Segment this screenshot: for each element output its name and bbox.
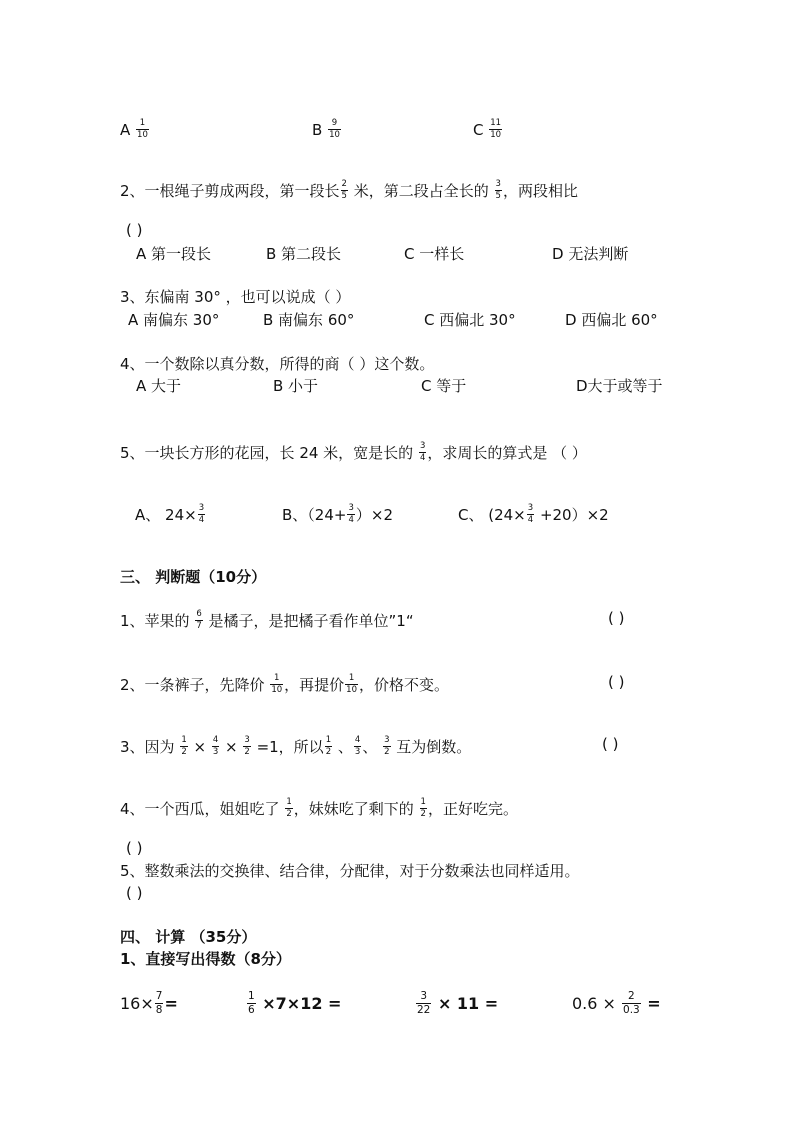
judge-item-3: 3、因为 $\frac{1}{2}$ × $\frac{4}{3}$ × $\frac{3}{2}$ =1，所以 $\frac{1}{2}$ 、 $\frac{4}{3}$ 、 $\frac{3}{2}$ 互为倒数。: [120, 735, 472, 757]
fraction: $\frac{2}{0.3}$: [623, 990, 640, 1017]
fraction: $\frac{3}{2}$: [384, 735, 390, 757]
fraction: $\frac{3}{4}$: [419, 441, 426, 463]
mc4-option-d: D大于或等于: [576, 377, 663, 395]
mc-question-4: 4、一个数除以真分数，所得的商（ ）这个数。: [120, 355, 435, 373]
mc3-option-b: B 南偏东 60°: [263, 311, 355, 329]
mc-question-2: 2、一根绳子剪成两段，第一段长 $\frac{2}{5}$ 米，第二段占全长的 $\frac{3}{5}$ ，两段相比: [120, 179, 578, 201]
fraction: $\frac{1}{2}$: [325, 735, 332, 757]
q1-option-a: A $\frac{1}{10}$: [120, 118, 148, 140]
mc2-option-a: A 第一段长: [136, 245, 212, 263]
fraction: $\frac{1}{2}$: [181, 735, 187, 757]
q1-option-c: C $\frac{11}{10}$: [473, 118, 502, 140]
fraction: $\frac{11}{10}$: [490, 118, 502, 140]
fraction: $\frac{1}{2}$: [420, 797, 426, 819]
mc2-option-c: C 一样长: [404, 245, 465, 263]
fraction: $\frac{9}{10}$: [329, 118, 340, 140]
answer-paren: ( ): [126, 884, 143, 902]
fraction: $\frac{1}{10}$: [271, 673, 283, 695]
mc2-option-b: B 第二段长: [266, 245, 342, 263]
fraction: $\frac{2}{5}$: [341, 179, 347, 201]
mc4-option-b: B 小于: [273, 377, 319, 395]
fraction: $\frac{3}{2}$: [244, 735, 250, 757]
calc-expression-4: 0.6 × $\frac{2}{0.3}$ =: [572, 990, 661, 1017]
judge-item-5: 5、整数乘法的交换律、结合律，分配律，对于分数乘法也同样适用。: [120, 862, 580, 880]
fraction: $\frac{3}{4}$: [198, 503, 205, 525]
judge-item-1: 1、苹果的 $\frac{6}{7}$ 是橘子，是把橘子看作单位”1“: [120, 609, 414, 631]
answer-paren: ( ): [608, 609, 625, 627]
fraction: $\frac{4}{3}$: [354, 735, 361, 757]
mc4-option-c: C 等于: [421, 377, 467, 395]
fraction: $\frac{3}{5}$: [495, 179, 501, 201]
subsection-heading: 1、直接写出得数（8分）: [120, 950, 291, 968]
fraction: $\frac{3}{4}$: [527, 503, 534, 525]
mc5-option-a: A、 24× $\frac{3}{4}$: [135, 503, 205, 525]
calc-expression-2: $\frac{1}{6}$ ×7×12 =: [248, 990, 342, 1017]
answer-paren: ( ): [126, 221, 143, 239]
fraction: $\frac{1}{10}$: [346, 673, 357, 695]
fraction: $\frac{3}{22}$: [417, 990, 431, 1017]
answer-paren: ( ): [608, 673, 625, 691]
fraction: $\frac{1}{6}$: [248, 990, 255, 1017]
judge-item-2: 2、一条裤子，先降价 $\frac{1}{10}$ ，再提价 $\frac{1}{10}$ ，价格不变。: [120, 673, 449, 695]
fraction: $\frac{1}{10}$: [137, 118, 148, 140]
mc3-option-c: C 西偏北 30°: [424, 311, 516, 329]
mc5-option-b: B、（24+ $\frac{3}{4}$ ）×2: [282, 503, 393, 525]
answer-paren: ( ): [602, 735, 619, 753]
fraction: $\frac{6}{7}$: [196, 609, 202, 631]
mc2-option-d: D 无法判断: [552, 245, 629, 263]
section-3-heading: 三、 判断题（10分）: [120, 568, 267, 586]
mc3-option-a: A 南偏东 30°: [128, 311, 220, 329]
mc5-option-c: C、 (24× $\frac{3}{4}$ +20）×2: [458, 503, 609, 525]
fraction: $\frac{4}{3}$: [212, 735, 219, 757]
fraction: $\frac{3}{4}$: [348, 503, 354, 525]
mc4-option-a: A 大于: [136, 377, 182, 395]
mc-question-5: 5、一块长方形的花园，长 24 米，宽是长的 $\frac{3}{4}$ ，求周长的算式是 （ ）: [120, 441, 587, 463]
fraction: $\frac{1}{2}$: [286, 797, 292, 819]
fraction: $\frac{7}{8}$: [155, 990, 163, 1017]
q1-option-b: B $\frac{9}{10}$: [312, 118, 340, 140]
calc-expression-1: 16× $\frac{7}{8}$ =: [120, 990, 178, 1017]
answer-paren: ( ): [126, 839, 143, 857]
calc-expression-3: $\frac{3}{22}$ × 11 =: [417, 990, 499, 1017]
mc-question-3: 3、东偏南 30° ，也可以说成（ ）: [120, 288, 351, 306]
mc3-option-d: D 西偏北 60°: [565, 311, 658, 329]
judge-item-4: 4、一个西瓜，姐姐吃了 $\frac{1}{2}$ ，妹妹吃了剩下的 $\frac{1}{2}$ ，正好吃完。: [120, 797, 518, 819]
section-4-heading: 四、 计算 （35分）: [120, 928, 257, 946]
